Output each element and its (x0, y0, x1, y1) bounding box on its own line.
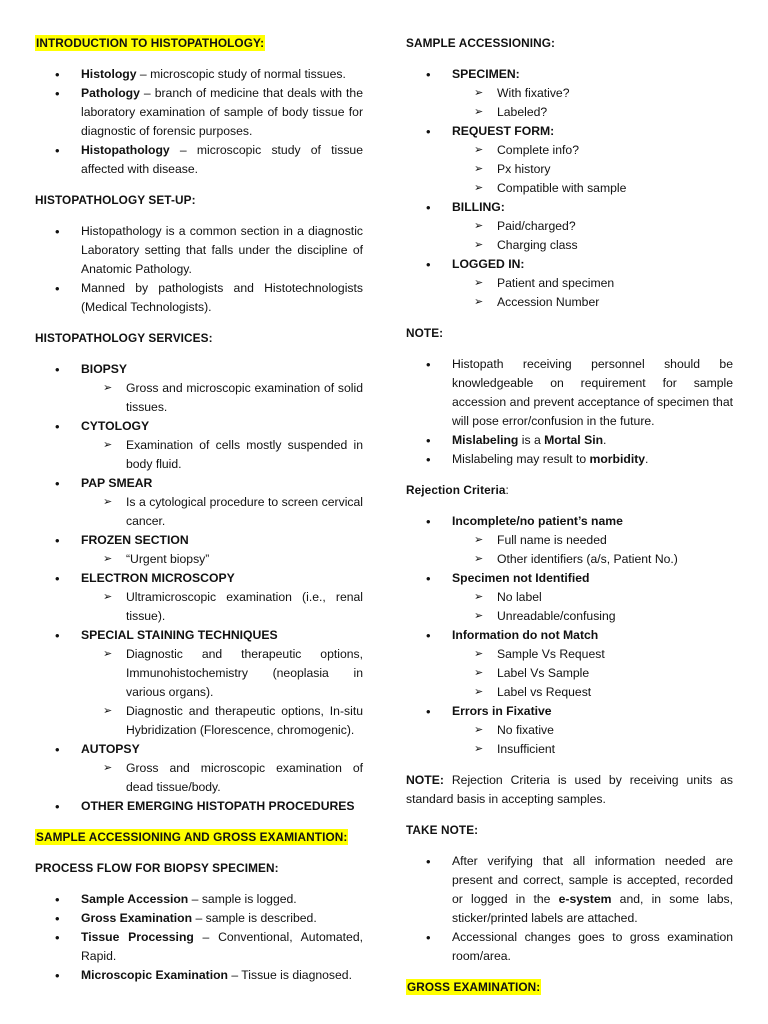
sub-item: ➢ Other identifiers (a/s, Patient No.) (452, 550, 733, 569)
service-frozen-section: • FROZEN SECTION ➢ “Urgent biopsy” (35, 531, 363, 569)
rejection-item: • Information do not Match ➢ Sample Vs Request ➢ Label Vs Sample ➢ Label vs Request (406, 626, 733, 702)
service-electron-microscopy: • ELECTRON MICROSCOPY ➢ Ultramicroscopic examination (i.e., renal tissue). (35, 569, 363, 626)
accession-logged-in: • LOGGED IN: ➢ Patient and specimen ➢ Accession Number (406, 255, 733, 312)
sub-item: ➢ Sample Vs Request (452, 645, 733, 664)
sub-item: ➢ “Urgent biopsy” (81, 550, 363, 569)
setup-item: • Manned by pathologists and Histotechnologists (Medical Technologists). (35, 279, 363, 317)
intro-item-histopathology: • Histopathology – microscopic study of tissue affected with disease. (35, 141, 363, 179)
sub-item: ➢ No fixative (452, 721, 733, 740)
sub-item: ➢ Px history (452, 160, 733, 179)
sub-item: ➢ Diagnostic and therapeutic options, In-situ Hybridization (Florescence, chromogenic). (81, 702, 363, 740)
take-note-list (406, 852, 733, 966)
sub-item: ➢ Diagnostic and therapeutic options, Immunohistochemistry (neoplasia in various organs). (81, 645, 363, 702)
process-item: • Tissue Processing – Conventional, Automated, Rapid. (35, 928, 363, 966)
process-heading: PROCESS FLOW FOR BIOPSY SPECIMEN: (35, 861, 279, 875)
process-item: • Gross Examination – sample is described. (35, 909, 363, 928)
sub-item: ➢ Is a cytological procedure to screen cervical cancer. (81, 493, 363, 531)
sub-item: ➢ Examination of cells mostly suspended in body fluid. (81, 436, 363, 474)
note-item: • Mislabeling is a Mortal Sin. (406, 431, 733, 450)
accessioning-list (406, 65, 733, 312)
service-special-staining: • SPECIAL STAINING TECHNIQUES ➢ Diagnostic and therapeutic options, Immunohistochemistry (neoplasia in various organs). ➢ Diagnostic and therapeutic options, In-situ Hybridization (Florescence, chromogenic). (35, 626, 363, 740)
sub-item: ➢ Ultramicroscopic examination (i.e., renal tissue). (81, 588, 363, 626)
right-column (406, 34, 733, 1009)
rejection-note: NOTE: Rejection Criteria is used by receiving units as standard basis in accepting samples. (406, 773, 733, 806)
process-item: • Microscopic Examination – Tissue is diagnosed. (35, 966, 363, 985)
process-item: • Sample Accession – sample is logged. (35, 890, 363, 909)
note-item: • Histopath receiving personnel should be knowledgeable on requirement for sample accession and prevent acceptance of specimen that will pose error/confusion in the future. (406, 355, 733, 431)
sub-item: ➢ Patient and specimen (452, 274, 733, 293)
rejection-item: • Incomplete/no patient’s name ➢ Full name is needed ➢ Other identifiers (a/s, Patient No.) (406, 512, 733, 569)
sub-item: ➢ Insufficient (452, 740, 733, 759)
process-list (35, 890, 363, 985)
rejection-item: • Specimen not Identified ➢ No label ➢ Unreadable/confusing (406, 569, 733, 626)
service-biopsy: • BIOPSY ➢ Gross and microscopic examination of solid tissues. (35, 360, 363, 417)
sub-item: ➢ Accession Number (452, 293, 733, 312)
setup-item: • Histopathology is a common section in a diagnostic Laboratory setting that falls under the discipline of Anatomic Pathology. (35, 222, 363, 279)
take-note-heading: TAKE NOTE: (406, 823, 479, 837)
sub-item: ➢ Full name is needed (452, 531, 733, 550)
accession-gross-heading: SAMPLE ACCESSIONING AND GROSS EXAMIANTION: (36, 830, 348, 844)
sub-item: ➢ Label Vs Sample (452, 664, 733, 683)
note-list (406, 355, 733, 469)
gross-examination-heading: GROSS EXAMINATION: (407, 980, 541, 994)
take-note-item: • Accessional changes goes to gross examination room/area. (406, 928, 733, 966)
services-heading: HISTOPATHOLOGY SERVICES: (35, 331, 213, 345)
rejection-list (406, 512, 733, 759)
intro-item-histology: • Histology – microscopic study of normal tissues. (35, 65, 363, 84)
sub-item: ➢ Labeled? (452, 103, 733, 122)
setup-heading: HISTOPATHOLOGY SET-UP: (35, 193, 196, 207)
intro-heading: INTRODUCTION TO HISTOPATHOLOGY: (36, 36, 265, 50)
sub-item: ➢ Complete info? (452, 141, 733, 160)
services-list (35, 360, 363, 816)
sub-item: ➢ Label vs Request (452, 683, 733, 702)
take-note-item: • After verifying that all information needed are present and correct, sample is accepted, recorded or logged in the e-system and, in some labs, sticker/printed labels are attached. (406, 852, 733, 928)
sub-item: ➢ Charging class (452, 236, 733, 255)
sub-item: ➢ Gross and microscopic examination of solid tissues. (81, 379, 363, 417)
sub-item: ➢ No label (452, 588, 733, 607)
sub-item: ➢ Unreadable/confusing (452, 607, 733, 626)
rejection-item: • Errors in Fixative ➢ No fixative ➢ Insufficient (406, 702, 733, 759)
accession-request-form: • REQUEST FORM: ➢ Complete info? ➢ Px history ➢ Compatible with sample (406, 122, 733, 198)
left-column (35, 34, 363, 997)
note-item: • Mislabeling may result to morbidity. (406, 450, 733, 469)
service-pap-smear: • PAP SMEAR ➢ Is a cytological procedure to screen cervical cancer. (35, 474, 363, 531)
accession-specimen: • SPECIMEN: ➢ With fixative? ➢ Labeled? (406, 65, 733, 122)
accession-billing: • BILLING: ➢ Paid/charged? ➢ Charging class (406, 198, 733, 255)
sub-item: ➢ Compatible with sample (452, 179, 733, 198)
sub-item: ➢ Paid/charged? (452, 217, 733, 236)
rejection-heading: Rejection Criteria: (406, 483, 509, 497)
sub-item: ➢ With fixative? (452, 84, 733, 103)
intro-list (35, 65, 363, 179)
service-autopsy: • AUTOPSY ➢ Gross and microscopic examination of dead tissue/body. (35, 740, 363, 797)
setup-list (35, 222, 363, 317)
service-cytology: • CYTOLOGY ➢ Examination of cells mostly suspended in body fluid. (35, 417, 363, 474)
service-other-emerging: • OTHER EMERGING HISTOPATH PROCEDURES (35, 797, 363, 816)
note-heading: NOTE: (406, 326, 444, 340)
intro-item-pathology: • Pathology – branch of medicine that deals with the laboratory examination of sample of body tissue for diagnostic of forensic purposes. (35, 84, 363, 141)
sub-item: ➢ Gross and microscopic examination of dead tissue/body. (81, 759, 363, 797)
accessioning-heading: SAMPLE ACCESSIONING: (406, 36, 556, 50)
